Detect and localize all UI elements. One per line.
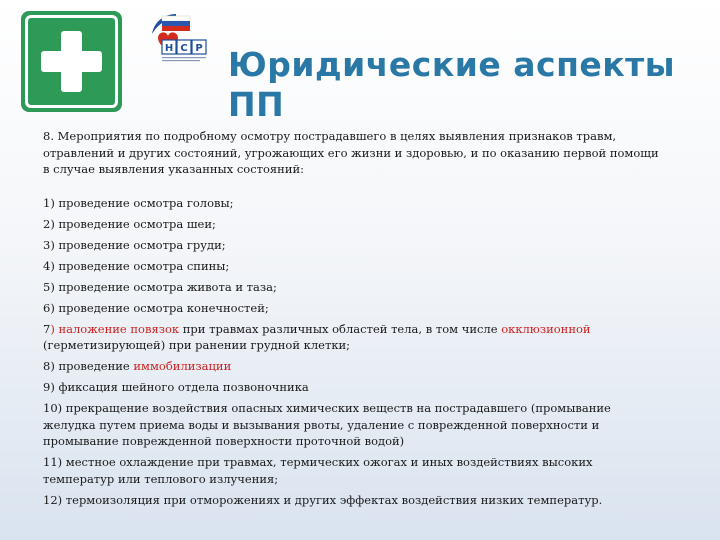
flag-red (162, 26, 190, 31)
list-item: 9) фиксация шейного отдела позвоночника (43, 380, 309, 394)
immobilization-highlight: иммобилизации (133, 359, 232, 373)
intro-paragraph: 8. Мероприятия по подробному осмотру пострадавшего в целях выявления признаков травм, отравлений и других состояний, угрожающих его жизни и здоровью, и по оказанию первой помощи в случае выявления указанных состояний: (43, 129, 659, 176)
content-body (43, 128, 661, 513)
first-aid-cross-icon (21, 11, 122, 112)
logo-tagline-line-2 (162, 60, 200, 61)
list-item: 6) проведение осмотра конечностей; (43, 300, 269, 315)
list-item: 3) проведение осмотра груди; (43, 237, 226, 252)
item-7-text: при травмах различных областей тела, в том числе (179, 321, 502, 336)
item-7-number: 7 (43, 321, 51, 336)
list-item: 11) местное охлаждение при травмах, термических ожогах и иных воздействиях высоких температур или теплового излучения; (43, 455, 593, 486)
flag-white (162, 16, 190, 21)
list-item (43, 321, 661, 354)
nsr-logo-icon (146, 8, 208, 64)
list-item: 10) прекращение воздействия опасных химических веществ на пострадавшего (промывание желудка путем приема воды и вызывания рвоты, удаление с поврежденной поверхности и промывание поврежденной поверхности проточной водой) (43, 401, 611, 448)
list-item: 5) проведение осмотра живота и таза; (43, 279, 277, 294)
logo-tagline-line-1 (162, 57, 206, 58)
flag-blue (162, 21, 190, 26)
item-7-suffix: (герметизирующей) при ранении грудной клетки; (43, 338, 351, 352)
logo-letter-s: С (180, 43, 188, 54)
item-8-text: 8) проведение (43, 359, 134, 373)
occlusive-highlight: окклюзионной (501, 321, 591, 336)
measures-list (43, 195, 661, 509)
bandage-highlight: ) наложение повязок (50, 321, 180, 336)
list-item (43, 358, 661, 375)
list-item: 2) проведение осмотра шеи; (43, 216, 216, 231)
page-title: Юридические аспекты ПП (228, 45, 676, 124)
list-item: 1) проведение осмотра головы; (43, 195, 234, 210)
logo-letter-r: Р (195, 43, 203, 54)
logo-letter-n: Н (164, 43, 174, 54)
list-item: 12) термоизоляция при отморожениях и других эффектах воздействия низких температур. (43, 492, 603, 507)
list-item: 4) проведение осмотра спины; (43, 258, 230, 273)
cross-horizontal-bar (41, 51, 102, 72)
